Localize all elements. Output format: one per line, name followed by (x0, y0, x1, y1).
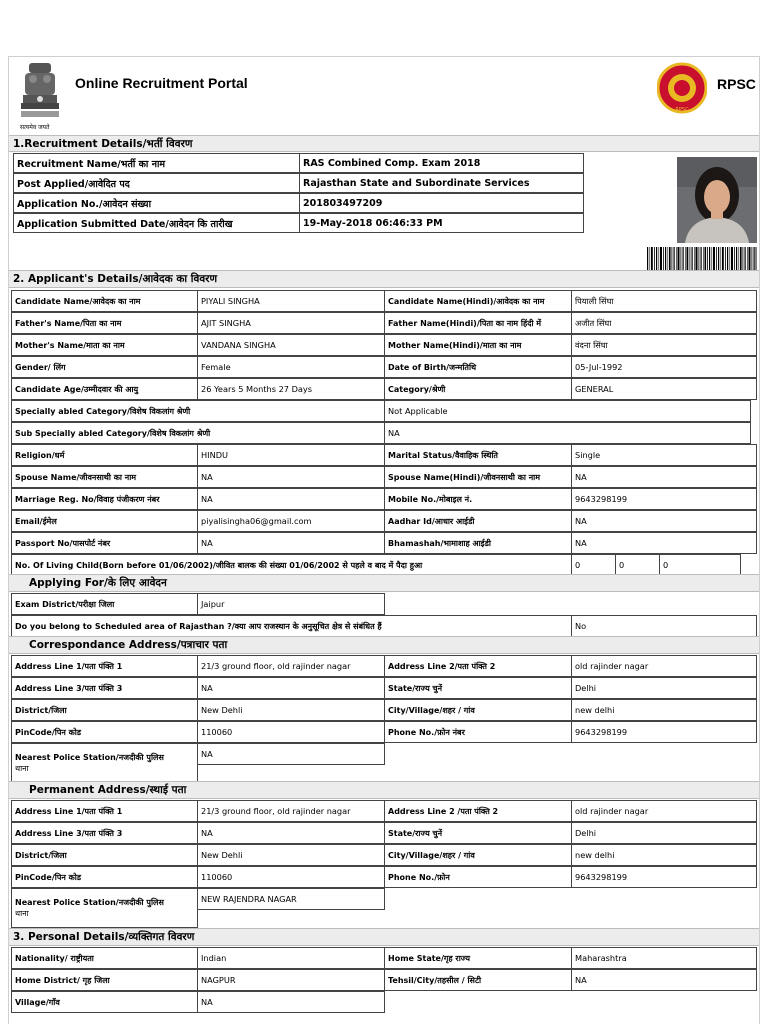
org-short-name: RPSC (717, 76, 756, 92)
home-state-value: Maharashtra (571, 947, 757, 969)
bhamashah-value: NA (571, 532, 757, 554)
category-value: GENERAL (571, 378, 757, 400)
applicant-section-title: 2. Applicant's Details/आवेदक का विवरण (9, 270, 759, 288)
specially-abled-label: Specially abled Category/विशेष विकलांग श्रेणी (11, 400, 385, 422)
marriage-reg-value: NA (197, 488, 385, 510)
mother-name-label: Mother's Name/माता का नाम (11, 334, 198, 356)
corr-city-label: City/Village/शहर / गांव (384, 699, 572, 721)
correspondence-section-title: Correspondance Address/पत्राचार पता (9, 636, 759, 654)
applicant-photo (677, 157, 757, 243)
spouse-name-value: NA (197, 466, 385, 488)
perm-phone-label: Phone No./फ़ोन (384, 866, 572, 888)
application-form (8, 56, 760, 1024)
perm-address-line3-value: NA (197, 822, 385, 844)
father-name-label: Father's Name/पिता का नाम (11, 312, 198, 334)
application-no-label: Application No./आवेदन संख्या (13, 193, 300, 213)
personal-section-title: 3. Personal Details/व्यक्तिगत विवरण (9, 928, 759, 946)
tehsil-city-label: Tehsil/City/तहसील / सिटी (384, 969, 572, 991)
perm-city-value: new delhi (571, 844, 757, 866)
village-value: NA (197, 991, 385, 1013)
corr-state-value: Delhi (571, 677, 757, 699)
corr-city-value: new delhi (571, 699, 757, 721)
perm-address-line1-label: Address Line 1/पता पंक्ति 1 (11, 800, 198, 822)
corr-district-label: District/जिला (11, 699, 198, 721)
corr-pincode-value: 110060 (197, 721, 385, 743)
corr-phone-value: 9643298199 (571, 721, 757, 743)
rpsc-logo-icon (657, 59, 707, 117)
candidate-name-value: PIYALI SINGHA (197, 290, 385, 312)
village-label: Village/गाँव (11, 991, 198, 1013)
home-district-value: NAGPUR (197, 969, 385, 991)
dob-label: Date of Birth/जन्मतिथि (384, 356, 572, 378)
corr-police-station-label-line2: थाना (15, 764, 29, 773)
specially-abled-value: Not Applicable (384, 400, 751, 422)
perm-address-line1-value: 21/3 ground floor, old rajinder nagar (197, 800, 385, 822)
candidate-age-label: Candidate Age/उम्मीदवार की आयु (11, 378, 198, 400)
living-child-value-2: 0 (615, 554, 660, 576)
email-label: Email/ईमेल (11, 510, 198, 532)
corr-address-line1-value: 21/3 ground floor, old rajinder nagar (197, 655, 385, 677)
category-label: Category/श्रेणी (384, 378, 572, 400)
application-barcode (647, 247, 757, 271)
corr-address-line2-value: old rajinder nagar (571, 655, 757, 677)
marital-status-value: Single (571, 444, 757, 466)
emblem-motto: सत्यमेव जयते (20, 124, 50, 131)
father-name-value: AJIT SINGHA (197, 312, 385, 334)
aadhar-label: Aadhar Id/आधार आईडी (384, 510, 572, 532)
scheduled-area-value: No (571, 615, 757, 637)
mobile-label: Mobile No./मोबाइल नं. (384, 488, 572, 510)
passport-value: NA (197, 532, 385, 554)
father-name-hindi-label: Father Name(Hindi)/पिता का नाम हिंदी में (384, 312, 572, 334)
religion-label: Religion/धर्म (11, 444, 198, 466)
application-no-value: 201803497209 (299, 193, 584, 213)
corr-police-station-value: NA (197, 743, 385, 765)
bhamashah-label: Bhamashah/भामाशाह आईडी (384, 532, 572, 554)
corr-address-line1-label: Address Line 1/पता पंक्ति 1 (11, 655, 198, 677)
perm-police-station-label-line1: Nearest Police Station/नजदीकी पुलिस (15, 898, 164, 907)
candidate-name-label: Candidate Name/आवेदक का नाम (11, 290, 198, 312)
living-child-value-1: 0 (571, 554, 616, 576)
submitted-date-label: Application Submitted Date/आवेदन कि तारीख (13, 213, 300, 233)
spouse-name-hindi-value: NA (571, 466, 757, 488)
perm-police-station-value: NEW RAJENDRA NAGAR (197, 888, 385, 910)
aadhar-value: NA (571, 510, 757, 532)
perm-district-label: District/जिला (11, 844, 198, 866)
portal-title: Online Recruitment Portal (75, 75, 248, 91)
perm-state-label: State/राज्य चुनें (384, 822, 572, 844)
home-district-label: Home District/ गृह जिला (11, 969, 198, 991)
corr-address-line3-value: NA (197, 677, 385, 699)
mother-name-hindi-label: Mother Name(Hindi)/माता का नाम (384, 334, 572, 356)
perm-city-label: City/Village/शहर / गांव (384, 844, 572, 866)
marital-status-label: Marital Status/वैवाहिक स्थिति (384, 444, 572, 466)
exam-district-value: Jaipur (197, 593, 385, 615)
corr-state-label: State/राज्य चुनें (384, 677, 572, 699)
recruitment-section-title: 1.Recruitment Details/भर्ती विवरण (9, 135, 759, 152)
perm-pincode-value: 110060 (197, 866, 385, 888)
sub-specially-abled-value: NA (384, 422, 751, 444)
mobile-value: 9643298199 (571, 488, 757, 510)
perm-address-line2-value: old rajinder nagar (571, 800, 757, 822)
perm-state-value: Delhi (571, 822, 757, 844)
mother-name-value: VANDANA SINGHA (197, 334, 385, 356)
corr-address-line2-label: Address Line 2/पता पंक्ति 2 (384, 655, 572, 677)
perm-phone-value: 9643298199 (571, 866, 757, 888)
nationality-label: Nationality/ राष्ट्रीयता (11, 947, 198, 969)
living-child-label: No. Of Living Child(Born before 01/06/2002)/जीवित बालक की संख्या 01/06/2002 से पहले व बाद में पैदा हुआ (11, 554, 572, 576)
father-name-hindi-value: अजीत सिंघा (571, 312, 757, 334)
sub-specially-abled-label: Sub Specially abled Category/विशेष विकलांग श्रेणी (11, 422, 385, 444)
spouse-name-label: Spouse Name/जीवनसाथी का नाम (11, 466, 198, 488)
perm-district-value: New Dehli (197, 844, 385, 866)
passport-label: Passport No/पासपोर्ट नंबर (11, 532, 198, 554)
dob-value: 05-Jul-1992 (571, 356, 757, 378)
gender-value: Female (197, 356, 385, 378)
post-applied-value: Rajasthan State and Subordinate Services (299, 173, 584, 193)
recruitment-name-label: Recruitment Name/भर्ती का नाम (13, 153, 300, 173)
corr-police-station-label (11, 743, 198, 783)
candidate-name-hindi-value: पियाली सिंघा (571, 290, 757, 312)
perm-pincode-label: PinCode/पिन कोड (11, 866, 198, 888)
living-child-value-3: 0 (659, 554, 741, 576)
perm-police-station-label-line2: थाना (15, 909, 29, 918)
nationality-value: Indian (197, 947, 385, 969)
corr-phone-label: Phone No./फ़ोन नंबर (384, 721, 572, 743)
recruitment-name-value: RAS Combined Comp. Exam 2018 (299, 153, 584, 173)
exam-district-label: Exam District/परीक्षा जिला (11, 593, 198, 615)
perm-address-line2-label: Address Line 2 /पता पंक्ति 2 (384, 800, 572, 822)
post-applied-label: Post Applied/आवेदित पद (13, 173, 300, 193)
corr-police-station-label-line1: Nearest Police Station/नजदीकी पुलिस (15, 753, 164, 762)
home-state-label: Home State/गृह राज्य (384, 947, 572, 969)
perm-address-line3-label: Address Line 3/पता पंक्ति 3 (11, 822, 198, 844)
corr-district-value: New Dehli (197, 699, 385, 721)
perm-police-station-label (11, 888, 198, 928)
religion-value: HINDU (197, 444, 385, 466)
corr-pincode-label: PinCode/पिन कोड (11, 721, 198, 743)
email-value: piyalisingha06@gmail.com (197, 510, 385, 532)
spouse-name-hindi-label: Spouse Name(Hindi)/जीवनसाथी का नाम (384, 466, 572, 488)
corr-address-line3-label: Address Line 3/पता पंक्ति 3 (11, 677, 198, 699)
applying-section-title: Applying For/के लिए आवेदन (9, 574, 759, 592)
permanent-section-title: Permanent Address/स्थाई पता (9, 781, 759, 799)
national-emblem-icon (15, 61, 65, 131)
scheduled-area-label: Do you belong to Scheduled area of Rajasthan ?/क्या आप राजस्थान के अनुसूचित क्षेत्र से संबंधित हैं (11, 615, 572, 637)
marriage-reg-label: Marriage Reg. No/विवाह पंजीकरण नंबर (11, 488, 198, 510)
candidate-age-value: 26 Years 5 Months 27 Days (197, 378, 385, 400)
rpsc-logo-text: RPSC (675, 107, 689, 113)
submitted-date-value: 19-May-2018 06:46:33 PM (299, 213, 584, 233)
tehsil-city-value: NA (571, 969, 757, 991)
gender-label: Gender/ लिंग (11, 356, 198, 378)
mother-name-hindi-value: वंदना सिंघा (571, 334, 757, 356)
candidate-name-hindi-label: Candidate Name(Hindi)/आवेदक का नाम (384, 290, 572, 312)
